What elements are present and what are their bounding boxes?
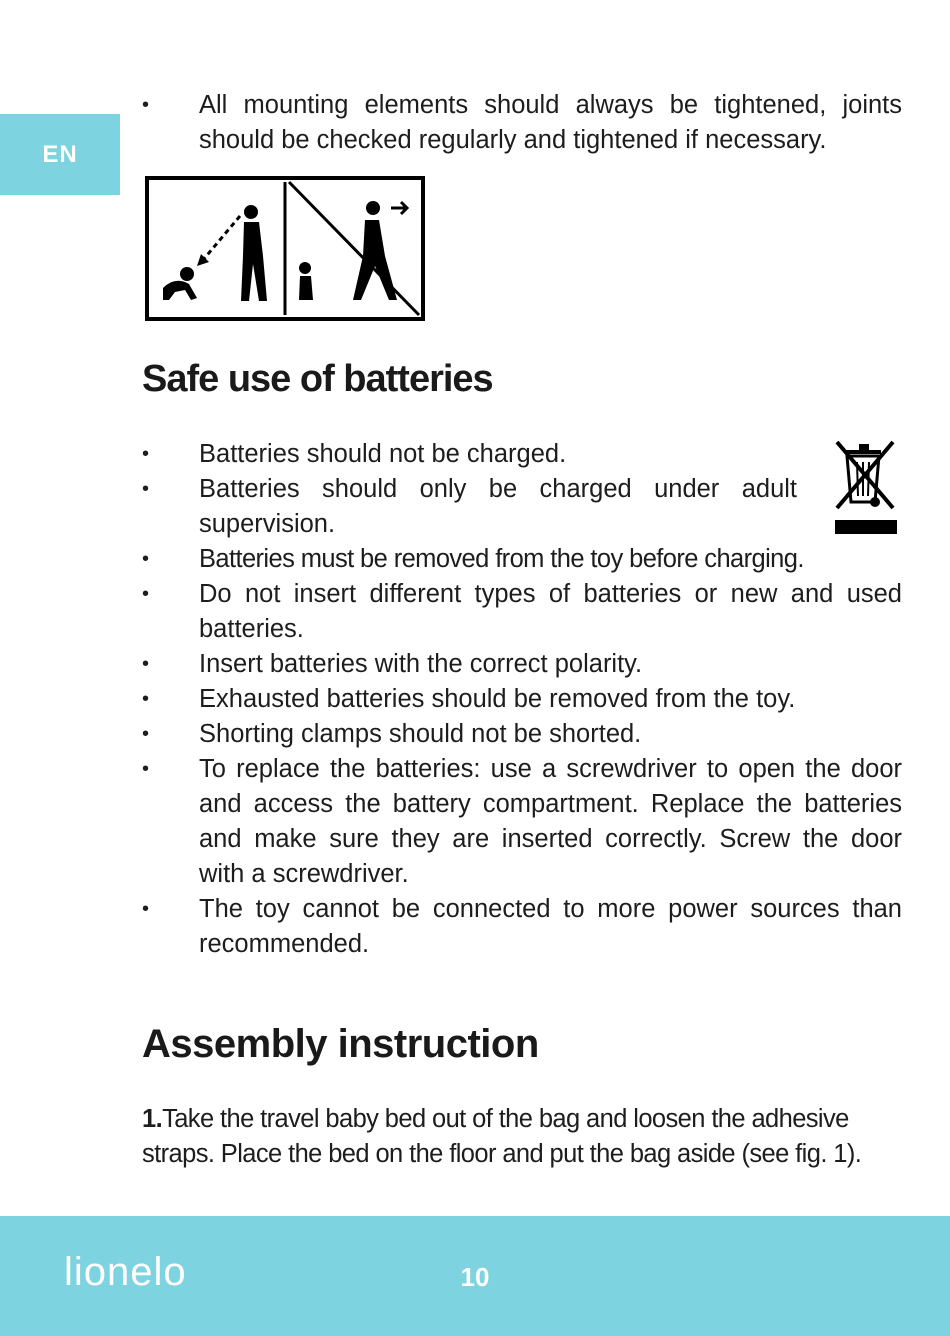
brand-logo: lionelo — [64, 1250, 187, 1294]
list-item: • Batteries must be removed from the toy before charging. — [142, 545, 804, 573]
battery-bullets — [142, 437, 902, 962]
list-item: • Shorting clamps should not be shorted. — [142, 720, 642, 748]
section-title-batteries: Safe use of batteries — [142, 358, 493, 400]
supervision-pictogram — [145, 176, 425, 321]
step-text: Take the travel baby bed out of the bag and loosen the adhesive straps. Place the bed on the floor and put the bag aside (see fig. 1). — [142, 1105, 862, 1168]
footer-bar — [0, 1216, 950, 1336]
section-title-assembly: Assembly instruction — [142, 1022, 539, 1066]
crossed-bin-icon — [831, 436, 901, 539]
list-item: • The toy cannot be connected to more power sources than recommended. — [142, 895, 902, 958]
page-number: 10 — [460, 1262, 490, 1292]
step-number: 1. — [142, 1105, 163, 1133]
list-item: • Do not insert different types of batteries or new and used batteries. — [142, 580, 902, 643]
list-item: • To replace the batteries: use a screwdriver to open the door and access the battery compartment. Replace the batteries and make sure they are inserted correctly. Screw the door with a screwdriver. — [142, 755, 902, 888]
list-item: • Exhausted batteries should be removed from the toy. — [142, 685, 796, 713]
list-item: • All mounting elements should always be tightened, joints should be checked regularly and tightened if necessary. — [142, 91, 902, 154]
list-item: • Batteries should only be charged under adult supervision. — [142, 475, 797, 538]
language-tab: EN — [0, 114, 120, 195]
list-item: • Insert batteries with the correct polarity. — [142, 650, 643, 678]
list-item: • Batteries should not be charged. — [142, 440, 567, 468]
intro-bullets — [142, 88, 902, 158]
assembly-step — [142, 1102, 902, 1172]
